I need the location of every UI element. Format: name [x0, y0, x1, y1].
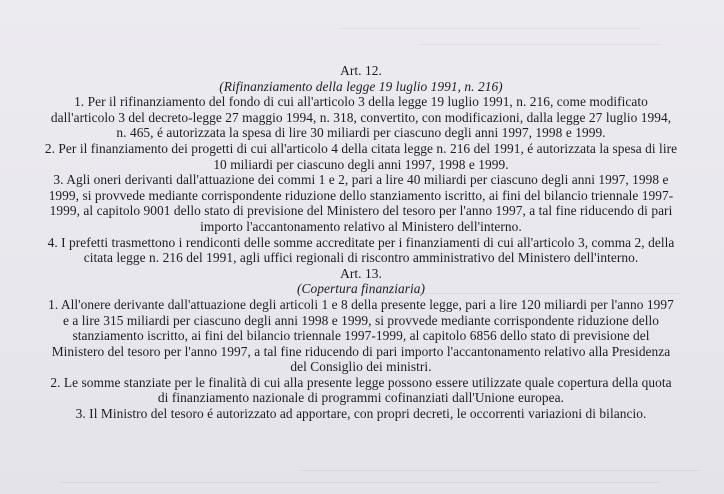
text-line: citata legge n. 216 del 1991, agli uffici regionali di riscontro amministrativo del Ministero dell'interno.	[83, 250, 639, 266]
text-line: 2. Le somme stanziate per le finalità di cui alla presente legge possono essere utilizzate quale copertura della quota	[50, 374, 672, 390]
text-line: 1999, si provvede mediante corrispondente riduzione dello stanziamento iscritto, ai fini del bilancio triennale 1997-	[48, 187, 674, 203]
text-line: 2. Per il finanziamento dei progetti di cui all'articolo 4 della citata legge n. 216 del 1991, é autorizzata la spesa di lire	[44, 140, 678, 156]
article-heading: Art. 12.	[340, 63, 382, 78]
text-line: importo l'accantonamento relativo al Ministero dell'interno.	[200, 218, 522, 234]
article-12	[8, 63, 714, 266]
bleed-through-mark	[340, 28, 640, 29]
bleed-through-mark	[60, 482, 660, 483]
text-line: 1. All'onere derivante dall'attuazione degli articoli 1 e 8 della presente legge, pari a lire 120 miliardi per l'anno 1997	[48, 296, 674, 312]
article-title: (Copertura finanziaria)	[297, 281, 425, 297]
article-13	[8, 266, 714, 422]
document-body	[8, 63, 714, 422]
text-line: stanziamento iscritto, ai fini del bilancio triennale 1997-1999, al capitolo 6856 dello stato di previsione del	[72, 328, 650, 344]
text-line: 10 miliardi per ciascuno degli anni 1997, 1998 e 1999.	[213, 156, 509, 172]
text-line: 1. Per il rifinanziamento del fondo di cui all'articolo 3 della legge 19 luglio 1991, n. 216, come modificato	[74, 94, 648, 110]
bleed-through-mark	[300, 470, 700, 471]
text-line: n. 465, é autorizzata la spesa di lire 30 miliardi per ciascuno degli anni 1997, 1998 e 1999.	[116, 125, 606, 141]
text-line: 1999, al capitolo 9001 dello stato di previsione del Ministero del tesoro per l'anno 1997, a tal fine riducendo di pari	[49, 203, 673, 219]
text-line: 3. Il Ministro del tesoro é autorizzato ad apportare, con propri decreti, le occorrenti variazioni di bilancio.	[75, 406, 647, 422]
text-line: 3. Agli oneri derivanti dall'attuazione dei commi 1 e 2, pari a lire 40 miliardi per ciascuno degli anni 1997, 1998 e	[53, 172, 669, 188]
text-line: dall'articolo 3 del decreto-legge 27 maggio 1994, n. 318, convertito, con modificazioni, dalla legge 27 luglio 1994,	[50, 109, 672, 125]
text-line: Ministero del tesoro per l'anno 1997, a tal fine riducendo di pari importo l'accantonamento relativo alla Presidenza	[51, 343, 671, 359]
text-line: del Consiglio dei ministri.	[290, 359, 432, 375]
text-line: 4. I prefetti trasmettono i rendiconti delle somme accreditate per i finanziamenti di cui all'articolo 3, comma 2, della	[47, 234, 675, 250]
article-heading: Art. 13.	[340, 265, 382, 281]
text-line: di finanziamento nazionale di programmi cofinanziati dall'Unione europea.	[157, 390, 565, 406]
bleed-through-mark	[420, 44, 660, 45]
article-title: (Rifinanziamento della legge 19 luglio 1991, n. 216)	[219, 78, 503, 94]
text-line: e a lire 315 miliardi per ciascuno degli anni 1998 e 1999, si provvede mediante corrispondente riduzione dello	[63, 312, 659, 328]
